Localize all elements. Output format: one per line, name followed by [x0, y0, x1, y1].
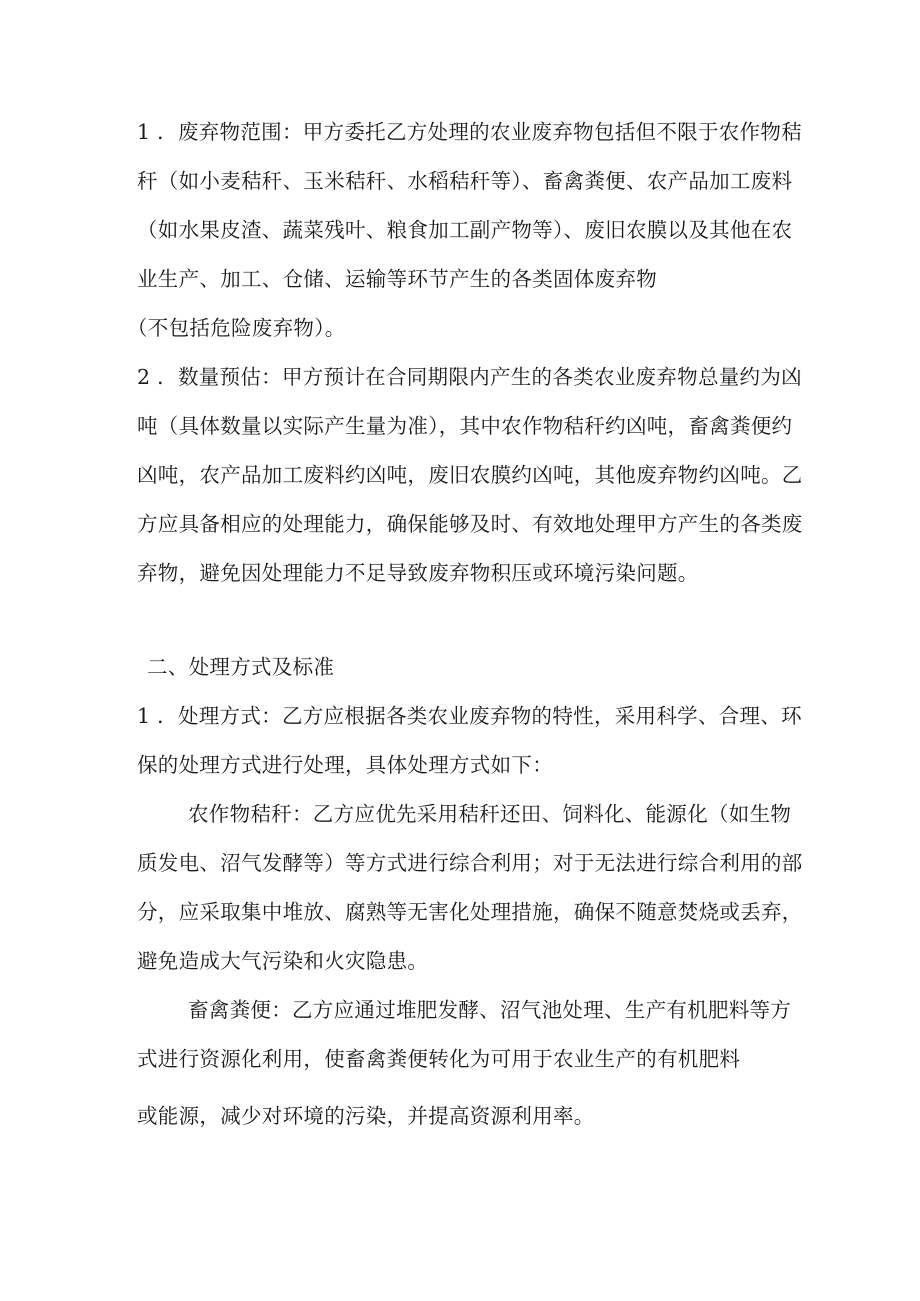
- paragraph-line: 秆（如小麦秸秆、玉米秸秆、水稻秸秆等）、畜禽粪便、农产品加工废料: [137, 169, 793, 193]
- paragraph-line: 或能源，减少对环境的污染，并提高资源利用率。: [137, 1104, 595, 1128]
- paragraph-line: 式进行资源化利用，使畜禽粪便转化为可用于农业生产的有机肥料: [137, 1047, 741, 1071]
- paragraph-line: 吨（具体数量以实际产生量为准），其中农作物秸秆约凶吨，畜禽粪便约: [137, 414, 793, 438]
- paragraph-line: 弃物，避免因处理能力不足导致废弃物积压或环境污染问题。: [137, 561, 699, 585]
- section-heading: 二、处理方式及标准: [147, 655, 335, 679]
- paragraph-line: 方应具备相应的处理能力，确保能够及时、有效地处理甲方产生的各类废: [137, 512, 803, 536]
- paragraph-line: 避免造成大气污染和火灾隐患。: [137, 949, 429, 973]
- paragraph-line: （如水果皮渣、蔬菜残叶、粮食加工副产物等）、废旧农膜以及其他在农: [137, 218, 793, 242]
- paragraph-line: 质发电、沼气发酵等）等方式进行综合利用；对于无法进行综合利用的部: [137, 851, 803, 875]
- paragraph-line: 农作物秸秆：乙方应优先采用秸秆还田、饲料化、能源化（如生物: [188, 802, 792, 826]
- paragraph-line: 凶吨，农产品加工废料约凶吨，废旧农膜约凶吨，其他废弃物约凶吨。乙: [137, 463, 803, 487]
- paragraph-line: （不包括危险废弃物）。: [127, 316, 346, 340]
- paragraph-line: 保的处理方式进行处理，具体处理方式如下：: [137, 753, 553, 777]
- paragraph-line: 分，应采取集中堆放、腐熟等无害化处理措施，确保不随意焚烧或丢弃，: [137, 900, 803, 924]
- paragraph-line: 1 ．废弃物范围：甲方委托乙方处理的农业废弃物包括但不限于农作物秸: [137, 120, 802, 144]
- paragraph-line: 畜禽粪便：乙方应通过堆肥发酵、沼气池处理、生产有机肥料等方: [188, 998, 792, 1022]
- paragraph-line: 业生产、加工、仓储、运输等环节产生的各类固体废弃物: [137, 267, 657, 291]
- paragraph-line: 2 ．数量预估：甲方预计在合同期限内产生的各类农业废弃物总量约为凶: [137, 365, 802, 389]
- paragraph-line: 1 ．处理方式：乙方应根据各类农业废弃物的特性，采用科学、合理、环: [137, 704, 802, 728]
